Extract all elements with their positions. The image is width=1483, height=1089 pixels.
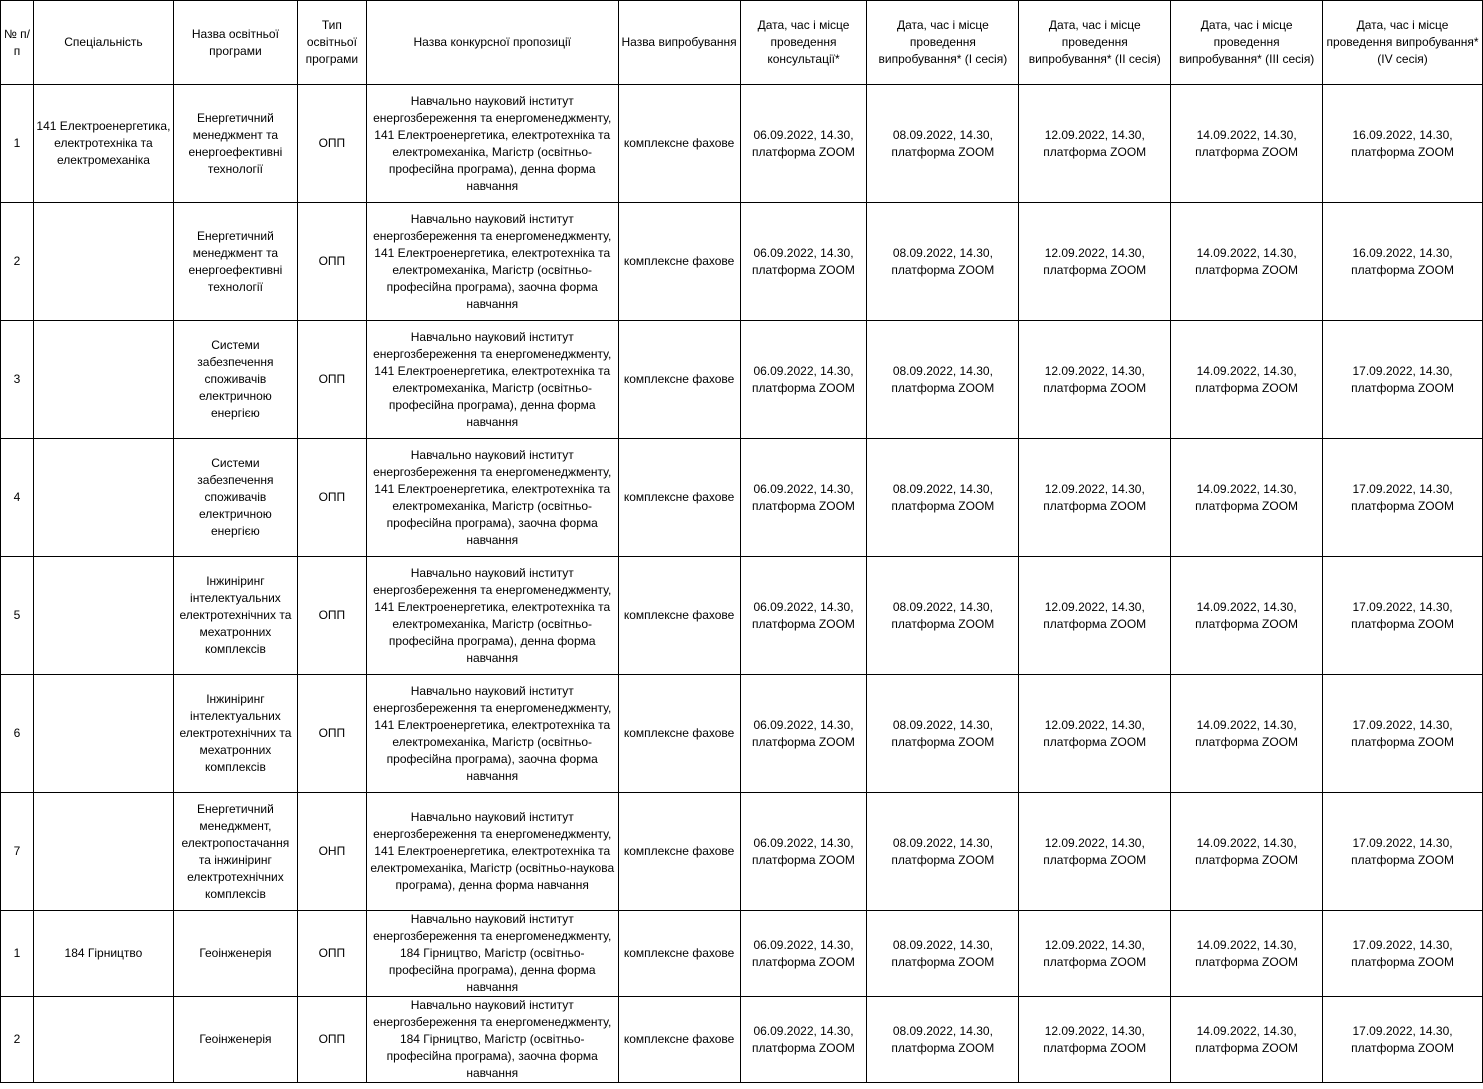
row-session-4: 17.09.2022, 14.30, платформа ZOOM xyxy=(1323,997,1483,1083)
row-num: 4 xyxy=(1,439,34,557)
row-specialty xyxy=(33,439,173,557)
row-specialty xyxy=(33,203,173,321)
row-specialty xyxy=(33,675,173,793)
header-specialty: Спеціальність xyxy=(33,1,173,85)
row-session-1: 08.09.2022, 14.30, платформа ZOOM xyxy=(867,997,1019,1083)
row-consult: 06.09.2022, 14.30, платформа ZOOM xyxy=(740,85,867,203)
row-exam: комплексне фахове xyxy=(618,557,740,675)
row-num: 1 xyxy=(1,85,34,203)
row-num: 3 xyxy=(1,321,34,439)
header-consult: Дата, час і місце проведення консультації* xyxy=(740,1,867,85)
table-row xyxy=(1,675,1483,793)
header-session-4: Дата, час і місце проведення випробування* (ІV сесія) xyxy=(1323,1,1483,85)
row-session-1: 08.09.2022, 14.30, платформа ZOOM xyxy=(867,911,1019,997)
row-program: Системи забезпечення споживачів електричною енергією xyxy=(173,439,297,557)
header-session-1: Дата, час і місце проведення випробування* (І сесія) xyxy=(867,1,1019,85)
row-session-3: 14.09.2022, 14.30, платформа ZOOM xyxy=(1171,321,1323,439)
row-num: 2 xyxy=(1,997,34,1083)
row-session-1: 08.09.2022, 14.30, платформа ZOOM xyxy=(867,85,1019,203)
row-session-1: 08.09.2022, 14.30, платформа ZOOM xyxy=(867,793,1019,911)
row-consult: 06.09.2022, 14.30, платформа ZOOM xyxy=(740,439,867,557)
header-type: Тип освітньої програми xyxy=(297,1,366,85)
row-session-1: 08.09.2022, 14.30, платформа ZOOM xyxy=(867,203,1019,321)
row-program: Енергетичний менеджмент та енергоефективні технології xyxy=(173,85,297,203)
row-session-2: 12.09.2022, 14.30, платформа ZOOM xyxy=(1019,439,1171,557)
row-session-4: 17.09.2022, 14.30, платформа ZOOM xyxy=(1323,675,1483,793)
table-row xyxy=(1,85,1483,203)
row-type: ОПП xyxy=(297,675,366,793)
row-exam: комплексне фахове xyxy=(618,203,740,321)
row-num: 5 xyxy=(1,557,34,675)
row-session-3: 14.09.2022, 14.30, платформа ZOOM xyxy=(1171,203,1323,321)
row-program: Геоінженерія xyxy=(173,911,297,997)
row-type: ОПП xyxy=(297,203,366,321)
row-session-4: 16.09.2022, 14.30, платформа ZOOM xyxy=(1323,203,1483,321)
table-row xyxy=(1,557,1483,675)
row-num: 7 xyxy=(1,793,34,911)
row-num: 1 xyxy=(1,911,34,997)
row-type: ОПП xyxy=(297,321,366,439)
table-row xyxy=(1,793,1483,911)
header-exam: Назва випробування xyxy=(618,1,740,85)
table-row xyxy=(1,911,1483,997)
row-exam: комплексне фахове xyxy=(618,997,740,1083)
row-program: Інжиніринг інтелектуальних електротехнічних та мехатронних комплексів xyxy=(173,675,297,793)
table-row xyxy=(1,439,1483,557)
row-type: ОПП xyxy=(297,997,366,1083)
row-session-3: 14.09.2022, 14.30, платформа ZOOM xyxy=(1171,911,1323,997)
row-consult: 06.09.2022, 14.30, платформа ZOOM xyxy=(740,557,867,675)
row-consult: 06.09.2022, 14.30, платформа ZOOM xyxy=(740,675,867,793)
row-specialty xyxy=(33,321,173,439)
row-offer: Навчально науковий інститут енергозбереження та енергоменеджменту, 141 Електроенергетика, електротехніка та електромеханіка, Магістр (освітньо-професійна програма), заочна форма навчання xyxy=(366,439,618,557)
row-consult: 06.09.2022, 14.30, платформа ZOOM xyxy=(740,911,867,997)
row-session-3: 14.09.2022, 14.30, платформа ZOOM xyxy=(1171,997,1323,1083)
row-session-2: 12.09.2022, 14.30, платформа ZOOM xyxy=(1019,203,1171,321)
row-type: ОПП xyxy=(297,85,366,203)
row-exam: комплексне фахове xyxy=(618,675,740,793)
row-session-4: 17.09.2022, 14.30, платформа ZOOM xyxy=(1323,557,1483,675)
row-program: Системи забезпечення споживачів електричною енергією xyxy=(173,321,297,439)
row-session-2: 12.09.2022, 14.30, платформа ZOOM xyxy=(1019,997,1171,1083)
row-offer: Навчально науковий інститут енергозбереження та енергоменеджменту, 184 Гірництво, Магістр (освітньо-професійна програма), заочна форма навчання xyxy=(366,997,618,1083)
row-specialty: 184 Гірництво xyxy=(33,911,173,997)
table-row xyxy=(1,997,1483,1083)
row-session-1: 08.09.2022, 14.30, платформа ZOOM xyxy=(867,439,1019,557)
row-offer: Навчально науковий інститут енергозбереження та енергоменеджменту, 141 Електроенергетика, електротехніка та електромеханіка, Магістр (освітньо-професійна програма), заочна форма навчання xyxy=(366,675,618,793)
row-specialty xyxy=(33,557,173,675)
row-exam: комплексне фахове xyxy=(618,439,740,557)
table-row xyxy=(1,321,1483,439)
row-offer: Навчально науковий інститут енергозбереження та енергоменеджменту, 141 Електроенергетика, електротехніка та електромеханіка, Магістр (освітньо-професійна програма), денна форма навчання xyxy=(366,321,618,439)
row-session-3: 14.09.2022, 14.30, платформа ZOOM xyxy=(1171,675,1323,793)
row-type: ОПП xyxy=(297,439,366,557)
row-program: Енергетичний менеджмент та енергоефективні технології xyxy=(173,203,297,321)
row-specialty xyxy=(33,793,173,911)
row-offer: Навчально науковий інститут енергозбереження та енергоменеджменту, 141 Електроенергетика, електротехніка та електромеханіка, Магістр (освітньо-професійна програма), денна форма навчання xyxy=(366,85,618,203)
row-offer: Навчально науковий інститут енергозбереження та енергоменеджменту, 141 Електроенергетика, електротехніка та електромеханіка, Магістр (освітньо-професійна програма), заочна форма навчання xyxy=(366,203,618,321)
header-session-3: Дата, час і місце проведення випробування* (ІІІ сесія) xyxy=(1171,1,1323,85)
row-session-3: 14.09.2022, 14.30, платформа ZOOM xyxy=(1171,557,1323,675)
row-type: ОПП xyxy=(297,911,366,997)
row-session-2: 12.09.2022, 14.30, платформа ZOOM xyxy=(1019,557,1171,675)
row-specialty xyxy=(33,997,173,1083)
row-num: 6 xyxy=(1,675,34,793)
row-session-1: 08.09.2022, 14.30, платформа ZOOM xyxy=(867,675,1019,793)
row-type: ОНП xyxy=(297,793,366,911)
row-offer: Навчально науковий інститут енергозбереження та енергоменеджменту, 184 Гірництво, Магістр (освітньо-професійна програма), денна форма навчання xyxy=(366,911,618,997)
row-session-4: 17.09.2022, 14.30, платформа ZOOM xyxy=(1323,321,1483,439)
row-program: Геоінженерія xyxy=(173,997,297,1083)
header-session-2: Дата, час і місце проведення випробування* (ІІ сесія) xyxy=(1019,1,1171,85)
row-exam: комплексне фахове xyxy=(618,85,740,203)
row-exam: комплексне фахове xyxy=(618,321,740,439)
row-num: 2 xyxy=(1,203,34,321)
table-row xyxy=(1,203,1483,321)
row-consult: 06.09.2022, 14.30, платформа ZOOM xyxy=(740,997,867,1083)
row-program: Інжиніринг інтелектуальних електротехнічних та мехатронних комплексів xyxy=(173,557,297,675)
row-exam: комплексне фахове xyxy=(618,793,740,911)
header-offer: Назва конкурсної пропозиції xyxy=(366,1,618,85)
row-consult: 06.09.2022, 14.30, платформа ZOOM xyxy=(740,203,867,321)
row-session-2: 12.09.2022, 14.30, платформа ZOOM xyxy=(1019,793,1171,911)
row-session-1: 08.09.2022, 14.30, платформа ZOOM xyxy=(867,557,1019,675)
row-session-2: 12.09.2022, 14.30, платформа ZOOM xyxy=(1019,85,1171,203)
header-row xyxy=(1,1,1483,85)
row-specialty: 141 Електроенергетика, електротехніка та електромеханіка xyxy=(33,85,173,203)
row-session-2: 12.09.2022, 14.30, платформа ZOOM xyxy=(1019,675,1171,793)
row-session-4: 17.09.2022, 14.30, платформа ZOOM xyxy=(1323,793,1483,911)
row-session-4: 16.09.2022, 14.30, платформа ZOOM xyxy=(1323,85,1483,203)
row-consult: 06.09.2022, 14.30, платформа ZOOM xyxy=(740,321,867,439)
header-program: Назва освітньої програми xyxy=(173,1,297,85)
row-session-4: 17.09.2022, 14.30, платформа ZOOM xyxy=(1323,911,1483,997)
row-session-2: 12.09.2022, 14.30, платформа ZOOM xyxy=(1019,321,1171,439)
header-num: № п/п xyxy=(1,1,34,85)
row-offer: Навчально науковий інститут енергозбереження та енергоменеджменту, 141 Електроенергетика, електротехніка та електромеханіка, Магістр (освітньо-наукова програма), денна форма навчання xyxy=(366,793,618,911)
row-program: Енергетичний менеджмент, електропостачання та інжиніринг електротехнічних комплексів xyxy=(173,793,297,911)
row-consult: 06.09.2022, 14.30, платформа ZOOM xyxy=(740,793,867,911)
row-session-4: 17.09.2022, 14.30, платформа ZOOM xyxy=(1323,439,1483,557)
row-exam: комплексне фахове xyxy=(618,911,740,997)
row-offer: Навчально науковий інститут енергозбереження та енергоменеджменту, 141 Електроенергетика, електротехніка та електромеханіка, Магістр (освітньо-професійна програма), денна форма навчання xyxy=(366,557,618,675)
row-type: ОПП xyxy=(297,557,366,675)
row-session-3: 14.09.2022, 14.30, платформа ZOOM xyxy=(1171,85,1323,203)
row-session-3: 14.09.2022, 14.30, платформа ZOOM xyxy=(1171,793,1323,911)
row-session-3: 14.09.2022, 14.30, платформа ZOOM xyxy=(1171,439,1323,557)
row-session-1: 08.09.2022, 14.30, платформа ZOOM xyxy=(867,321,1019,439)
row-session-2: 12.09.2022, 14.30, платформа ZOOM xyxy=(1019,911,1171,997)
